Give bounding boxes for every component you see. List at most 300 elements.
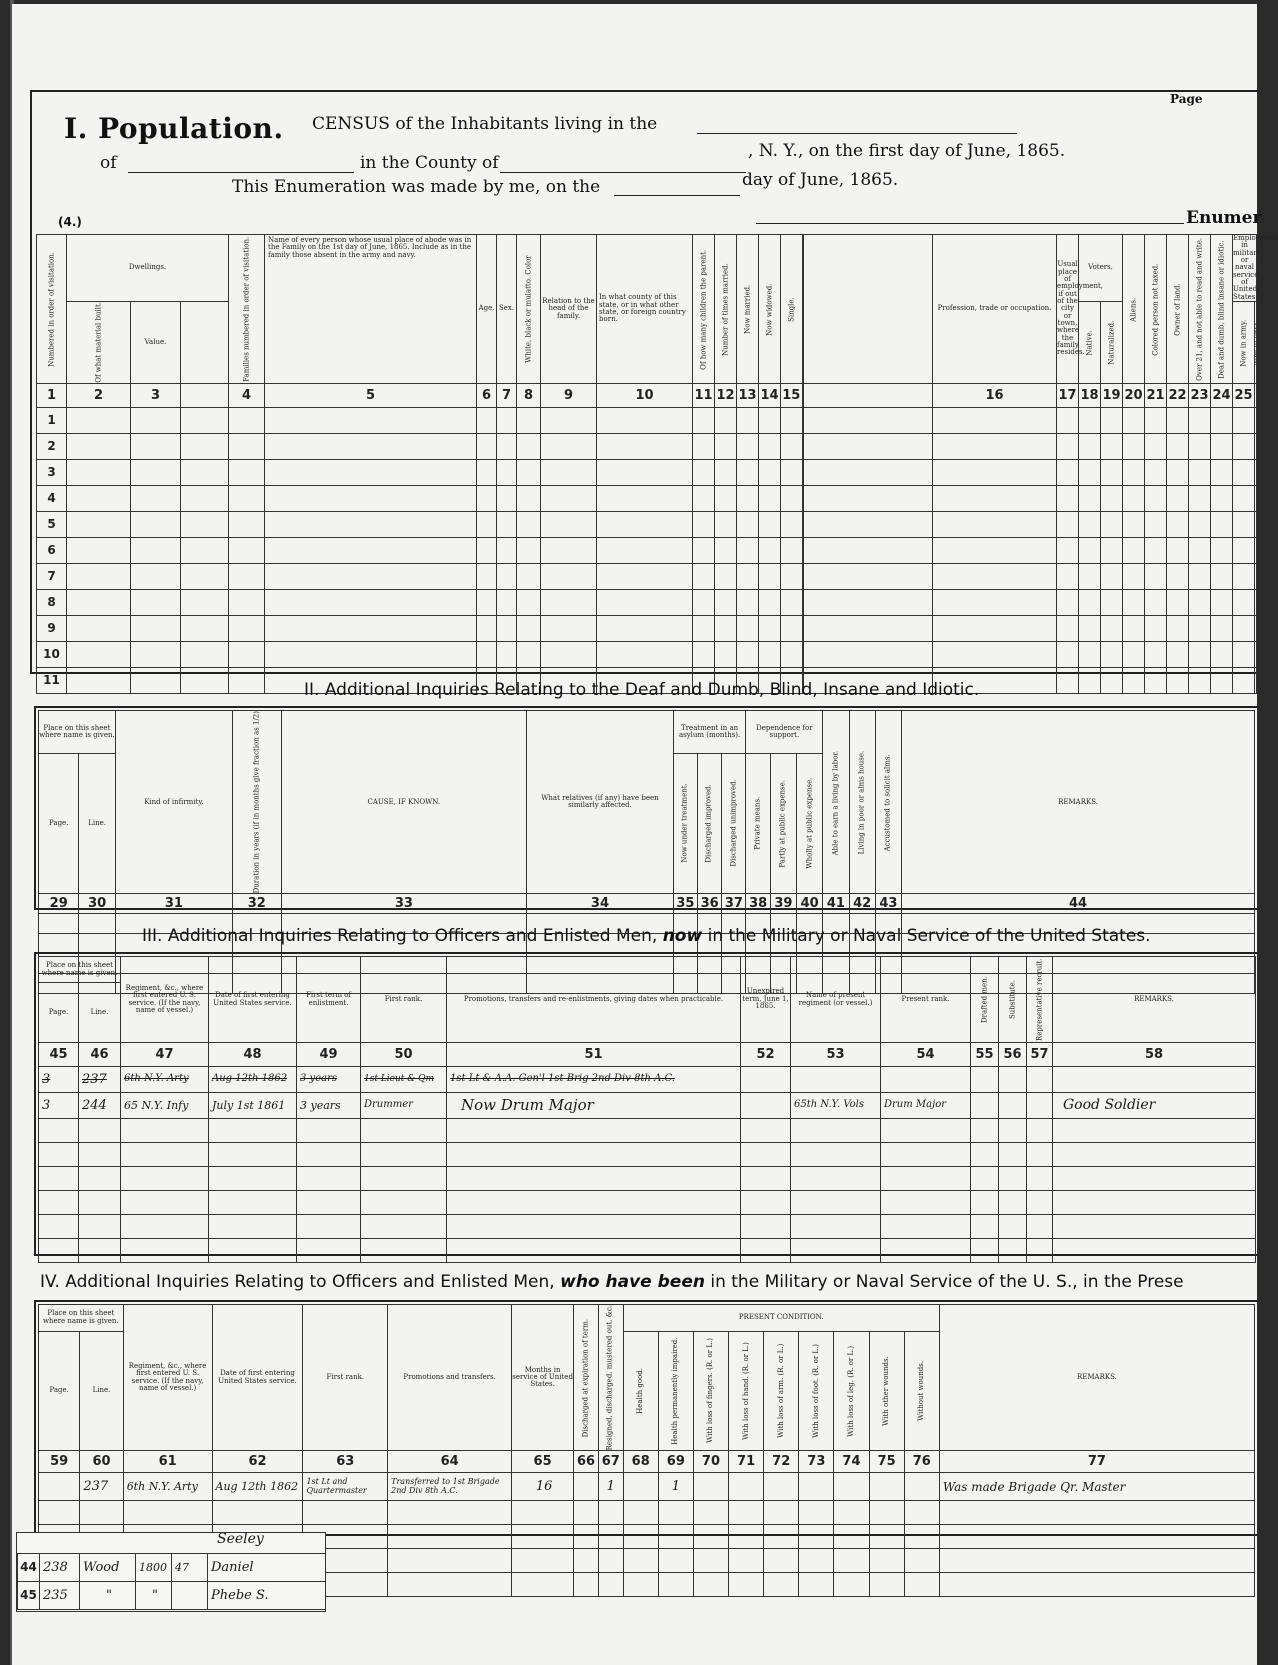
population-cell [265, 563, 477, 589]
page-header-4: Page. [39, 1331, 80, 1451]
row-number: 6 [37, 537, 67, 563]
population-cell [1057, 485, 1079, 511]
population-cell [737, 511, 759, 537]
military-row-cell [39, 1167, 79, 1191]
population-cell [1079, 485, 1101, 511]
population-cell [715, 615, 737, 641]
col47-header: Regiment, &c., where first entered U. S. service. (If the navy, name of vessel.) [121, 957, 209, 1043]
population-cell [781, 615, 803, 641]
s3r2-remarks: Good Soldier [1053, 1093, 1256, 1119]
colnum-4: 4 [229, 383, 265, 407]
s3r1-regiment: 6th N.Y. Arty [121, 1067, 209, 1093]
population-cell [229, 433, 265, 459]
s4-colnum-77: 77 [939, 1451, 1254, 1473]
s4r1-c76 [904, 1473, 939, 1501]
former-row [39, 1501, 1255, 1525]
population-cell [1189, 563, 1211, 589]
treatment-header: Treatment in an asylum (months). [673, 711, 746, 754]
col14-header: Now widowed. [759, 235, 781, 384]
population-cell [933, 407, 1057, 433]
military-row-cell [39, 1191, 79, 1215]
s3r1-page: 3 [39, 1067, 79, 1093]
s3-colnum-54: 54 [881, 1043, 971, 1067]
col70-header: With loss of fingers. (R. or L.) [693, 1331, 728, 1451]
population-cell [1189, 667, 1211, 693]
s3-colnum-46: 46 [79, 1043, 121, 1067]
slip-row-45 [18, 1582, 326, 1610]
former-row-cell [574, 1573, 599, 1597]
former-row-cell [388, 1525, 512, 1549]
former-row-cell [123, 1501, 212, 1525]
military-row-cell [39, 1239, 79, 1263]
pasted-slip [16, 1532, 326, 1612]
population-cell [131, 563, 181, 589]
military-row-cell [971, 1239, 999, 1263]
military-row-cell [791, 1143, 881, 1167]
colnum-20: 20 [1123, 383, 1145, 407]
s4r1-c70 [693, 1473, 728, 1501]
military-row-cell [361, 1239, 447, 1263]
col72-header: With loss of arm. (R. or L.) [764, 1331, 799, 1451]
population-row [37, 641, 1257, 667]
s2-colnum-41: 41 [823, 894, 849, 914]
population-cell [265, 511, 477, 537]
population-cell [1145, 433, 1167, 459]
population-cell [803, 537, 933, 563]
population-cell [715, 511, 737, 537]
s3-colnum-49: 49 [297, 1043, 361, 1067]
former-row-cell [512, 1501, 574, 1525]
former-row-cell [904, 1525, 939, 1549]
col62-header: Date of first entering United States service. [212, 1305, 303, 1451]
s4r1-c74 [834, 1473, 869, 1501]
population-cell [181, 511, 229, 537]
place-header-2: Place on this sheet where name is given. [39, 711, 116, 754]
former-row-cell [598, 1573, 623, 1597]
population-cell [1211, 667, 1233, 693]
population-cell [131, 641, 181, 667]
population-cell [1255, 589, 1257, 615]
military-row-cell [1053, 1143, 1256, 1167]
population-cell [1123, 563, 1145, 589]
population-cell [497, 641, 517, 667]
population-cell [1057, 667, 1079, 693]
population-cell [1101, 615, 1123, 641]
page-title: I. Population. [64, 112, 284, 145]
military-row-cell [1027, 1239, 1053, 1263]
population-cell [1057, 407, 1079, 433]
former-row-cell [388, 1573, 512, 1597]
deaf-row-cell [79, 914, 115, 934]
population-cell [1145, 485, 1167, 511]
population-cell [1101, 433, 1123, 459]
col64-header: Promotions and transfers. [388, 1305, 512, 1451]
population-cell [181, 667, 229, 693]
population-cell [1189, 485, 1211, 511]
colnum-22: 22 [1167, 383, 1189, 407]
colnum-9: 9 [541, 383, 597, 407]
population-cell [497, 407, 517, 433]
col61-header: Regiment, &c., where first entered U. S. service. (If the navy, name of vessel.) [123, 1305, 212, 1451]
population-cell [1057, 563, 1079, 589]
population-cell [1167, 511, 1189, 537]
section3-title-a: III. Additional Inquiries Relating to Officers and Enlisted Men, [142, 926, 658, 946]
population-rows [37, 407, 1257, 693]
population-cell [597, 459, 693, 485]
military-row-cell [971, 1215, 999, 1239]
population-cell [541, 433, 597, 459]
s4r1-page [39, 1473, 80, 1501]
col67-header: Resigned, discharged, mustered out, &c. [598, 1305, 623, 1451]
former-row-cell [764, 1501, 799, 1525]
population-cell [1167, 433, 1189, 459]
population-cell [933, 563, 1057, 589]
population-cell [229, 407, 265, 433]
military-row-cell [121, 1215, 209, 1239]
population-cell [597, 407, 693, 433]
population-cell [715, 485, 737, 511]
s3r1-date: Aug 12th 1862 [209, 1067, 297, 1093]
colnum-blank [181, 383, 229, 407]
military-row-cell [741, 1239, 791, 1263]
population-cell [497, 537, 517, 563]
population-cell [737, 589, 759, 615]
population-cell [1211, 615, 1233, 641]
colnum-12: 12 [715, 383, 737, 407]
population-cell [181, 589, 229, 615]
col15-header: Single. [781, 235, 803, 384]
population-cell [1079, 641, 1101, 667]
population-cell [1233, 407, 1255, 433]
s4-colnum-70: 70 [693, 1451, 728, 1473]
population-cell [265, 641, 477, 667]
s3r2-c57 [1027, 1093, 1053, 1119]
line-header-3: Line. [79, 983, 121, 1043]
s2-colnum-31: 31 [115, 894, 232, 914]
row-number: 10 [37, 641, 67, 667]
population-cell [229, 641, 265, 667]
colnum-21: 21 [1145, 383, 1167, 407]
military-row-cell [361, 1191, 447, 1215]
slip-material-45: " [80, 1582, 136, 1610]
population-cell [715, 589, 737, 615]
col32-header: Duration in years (if in months give fraction as 1/2) [233, 711, 282, 894]
s3-colnum-56: 56 [999, 1043, 1027, 1067]
population-cell [737, 641, 759, 667]
former-row-cell [764, 1549, 799, 1573]
slip-num-45: 45 [18, 1582, 40, 1610]
population-cell [1079, 589, 1101, 615]
s3-colnum-47: 47 [121, 1043, 209, 1067]
population-cell [1101, 511, 1123, 537]
population-cell [803, 615, 933, 641]
town-blank [128, 171, 354, 173]
population-row [37, 537, 1257, 563]
col73-header: With loss of foot. (R. or L.) [799, 1331, 834, 1451]
s4r1-months: 16 [512, 1473, 574, 1501]
population-cell [67, 641, 131, 667]
population-cell [597, 615, 693, 641]
population-cell [181, 485, 229, 511]
s4-colnum-72: 72 [764, 1451, 799, 1473]
county-blank [500, 171, 746, 173]
population-cell [541, 511, 597, 537]
military-row [39, 1215, 1256, 1239]
military-row-cell [971, 1143, 999, 1167]
s3r2-line: 244 [79, 1093, 121, 1119]
s4-colnum-63: 63 [303, 1451, 388, 1473]
population-cell [1233, 537, 1255, 563]
population-cell [933, 615, 1057, 641]
population-cell [67, 511, 131, 537]
col7-header: Sex. [497, 235, 517, 384]
colnum-19: 19 [1101, 383, 1123, 407]
former-row-cell [729, 1525, 764, 1549]
col12-header: Number of times married. [715, 235, 737, 384]
military-row-cell [999, 1167, 1027, 1191]
population-cell [715, 407, 737, 433]
population-cell [477, 485, 497, 511]
col54-header: Present rank. [881, 957, 971, 1043]
col76-header: Without wounds. [904, 1331, 939, 1451]
population-cell [265, 589, 477, 615]
military-row-cell [297, 1191, 361, 1215]
military-row-cell [1053, 1239, 1256, 1263]
place-header-3: Place on this sheet where name is given. [39, 957, 121, 983]
s3r1-c57 [1027, 1067, 1053, 1093]
military-row-cell [447, 1191, 741, 1215]
colnum-15: 15 [781, 383, 803, 407]
colnum-7: 7 [497, 383, 517, 407]
population-cell [759, 485, 781, 511]
s4r1-c69: 1 [658, 1473, 693, 1501]
s4-colnum-73: 73 [799, 1451, 834, 1473]
population-cell [1123, 433, 1145, 459]
population-cell [1167, 589, 1189, 615]
col39-header: Partly at public expense. [770, 753, 796, 894]
population-cell [541, 563, 597, 589]
population-cell [1145, 563, 1167, 589]
s3r2-regiment: 65 N.Y. Infy [121, 1093, 209, 1119]
military-row-cell [971, 1167, 999, 1191]
s4-colnum-59: 59 [39, 1451, 80, 1473]
population-cell [1255, 537, 1257, 563]
military-row-cell [741, 1119, 791, 1143]
of-label: of [100, 153, 117, 173]
s3r1-promotions: 1st Lt & A.A. Gen'l 1st Brig 2nd Div 8th A.C. [447, 1067, 741, 1093]
population-cell [229, 563, 265, 589]
former-row-cell [729, 1573, 764, 1597]
col43-header: Accustomed to solicit alms. [875, 711, 901, 894]
population-cell [477, 433, 497, 459]
section3-title [142, 926, 1151, 946]
colnum-14: 14 [759, 383, 781, 407]
population-cell [1145, 667, 1167, 693]
former-row-cell [303, 1501, 388, 1525]
section3-title-b: now [662, 926, 703, 946]
population-cell [1145, 641, 1167, 667]
population-cell [67, 667, 131, 693]
s3-colnum-48: 48 [209, 1043, 297, 1067]
population-cell [597, 563, 693, 589]
population-cell [1189, 537, 1211, 563]
population-cell [597, 433, 693, 459]
population-cell [1233, 433, 1255, 459]
military-row-cell [999, 1239, 1027, 1263]
colnum-11: 11 [693, 383, 715, 407]
slip-surname: Seeley [217, 1531, 264, 1547]
col66-header: Discharged at expiration of term. [574, 1305, 599, 1451]
population-cell [1255, 433, 1257, 459]
col55-header: Drafted men. [971, 957, 999, 1043]
slip-value-45: " [136, 1582, 172, 1610]
present-condition-header: PRESENT CONDITION. [623, 1305, 939, 1332]
military-row-cell [447, 1239, 741, 1263]
colnum-3: 3 [131, 383, 181, 407]
population-cell [1123, 615, 1145, 641]
population-cell [597, 589, 693, 615]
colnum-13: 13 [737, 383, 759, 407]
population-cell [1079, 615, 1101, 641]
population-cell [1167, 459, 1189, 485]
s2-colnum-44: 44 [902, 894, 1255, 914]
military-row-cell [121, 1143, 209, 1167]
col35-header: Now under treatment. [673, 753, 697, 894]
colnum-8: 8 [517, 383, 541, 407]
row-number: 3 [37, 459, 67, 485]
col42-header: Living in poor or alms house. [849, 711, 875, 894]
military-row-cell [741, 1215, 791, 1239]
colnum-5: 5 [265, 383, 477, 407]
population-cell [229, 511, 265, 537]
military-row [39, 1167, 1256, 1191]
population-cell [229, 459, 265, 485]
s2-colnum-43: 43 [875, 894, 901, 914]
former-row-cell [764, 1573, 799, 1597]
s2-colnum-32: 32 [233, 894, 282, 914]
former-row-cell [939, 1549, 1254, 1573]
population-cell [759, 563, 781, 589]
col24-header: Deaf and dumb, blind insane or idiotic. [1211, 235, 1233, 384]
population-cell [517, 511, 541, 537]
population-cell [1101, 459, 1123, 485]
military-row-cell [447, 1143, 741, 1167]
s4r1-remarks: Was made Brigade Qr. Master [939, 1473, 1254, 1501]
military-row-cell [741, 1167, 791, 1191]
s3r2-rank: Drummer [361, 1093, 447, 1119]
population-cell [517, 407, 541, 433]
population-cell [1255, 407, 1257, 433]
former-row-cell [623, 1525, 658, 1549]
military-row-cell [209, 1167, 297, 1191]
population-cell [517, 615, 541, 641]
former-row-cell [80, 1501, 123, 1525]
former-row-cell [939, 1525, 1254, 1549]
slip-value-44: 1800 [136, 1554, 172, 1582]
colnum-15b [803, 383, 933, 407]
military-row-cell [881, 1119, 971, 1143]
s2-colnum-39: 39 [770, 894, 796, 914]
military-row-cell [1053, 1215, 1256, 1239]
population-cell [693, 563, 715, 589]
former-row-cell [574, 1549, 599, 1573]
population-cell [1079, 511, 1101, 537]
population-cell [67, 459, 131, 485]
col3b-spacer [181, 302, 229, 384]
military-row-cell [1053, 1191, 1256, 1215]
deaf-row-cell [79, 934, 115, 954]
col63-header: First rank. [303, 1305, 388, 1451]
military-row-cell [297, 1119, 361, 1143]
deaf-row-cell [39, 934, 79, 954]
population-cell [1167, 641, 1189, 667]
population-cell [1079, 667, 1101, 693]
population-cell [265, 459, 477, 485]
military-row-cell [39, 1119, 79, 1143]
population-cell [131, 667, 181, 693]
s2-colnum-35: 35 [673, 894, 697, 914]
military-row-2 [39, 1093, 1256, 1119]
population-cell [1211, 563, 1233, 589]
population-cell [265, 433, 477, 459]
population-cell [1101, 563, 1123, 589]
s4-colnum-75: 75 [869, 1451, 904, 1473]
section3-rows [39, 1119, 1256, 1263]
military-row-cell [791, 1191, 881, 1215]
population-cell [693, 641, 715, 667]
military-row-cell [79, 1119, 121, 1143]
military-row-cell [209, 1191, 297, 1215]
slip-line-45: 235 [40, 1582, 80, 1610]
population-cell [693, 511, 715, 537]
col9-header: Relation to the head of the family. [541, 235, 597, 384]
section3-title-c: in the Military or Naval Service of the United States. [707, 926, 1151, 946]
military-row-cell [361, 1215, 447, 1239]
population-cell [597, 641, 693, 667]
col8-header: White, black or mulatto. Color [517, 235, 541, 384]
former-row-cell [834, 1549, 869, 1573]
line-header-4: Line. [80, 1331, 123, 1451]
section4-title-a: IV. Additional Inquiries Relating to Officers and Enlisted Men, [40, 1272, 555, 1292]
population-cell [693, 433, 715, 459]
former-row-cell [658, 1549, 693, 1573]
population-cell [1255, 641, 1257, 667]
military-row-cell [741, 1143, 791, 1167]
population-cell [265, 537, 477, 563]
col71-header: With loss of hand. (R. or L.) [729, 1331, 764, 1451]
population-cell [131, 511, 181, 537]
slip-line-44: 238 [40, 1554, 80, 1582]
former-row-cell [693, 1501, 728, 1525]
population-cell [781, 589, 803, 615]
population-cell [517, 485, 541, 511]
population-cell [1211, 641, 1233, 667]
population-cell [67, 537, 131, 563]
military-row-cell [791, 1215, 881, 1239]
military-row-cell [881, 1167, 971, 1191]
population-cell [1167, 485, 1189, 511]
military-row-cell [361, 1143, 447, 1167]
col69-header: Health permanently impaired. [658, 1331, 693, 1451]
military-row [39, 1191, 1256, 1215]
population-row [37, 615, 1257, 641]
s3-colnum-55: 55 [971, 1043, 999, 1067]
former-row-cell [598, 1525, 623, 1549]
population-cell [1255, 485, 1257, 511]
page-header-3: Page. [39, 983, 79, 1043]
population-cell [229, 537, 265, 563]
col13-header: Now married. [737, 235, 759, 384]
